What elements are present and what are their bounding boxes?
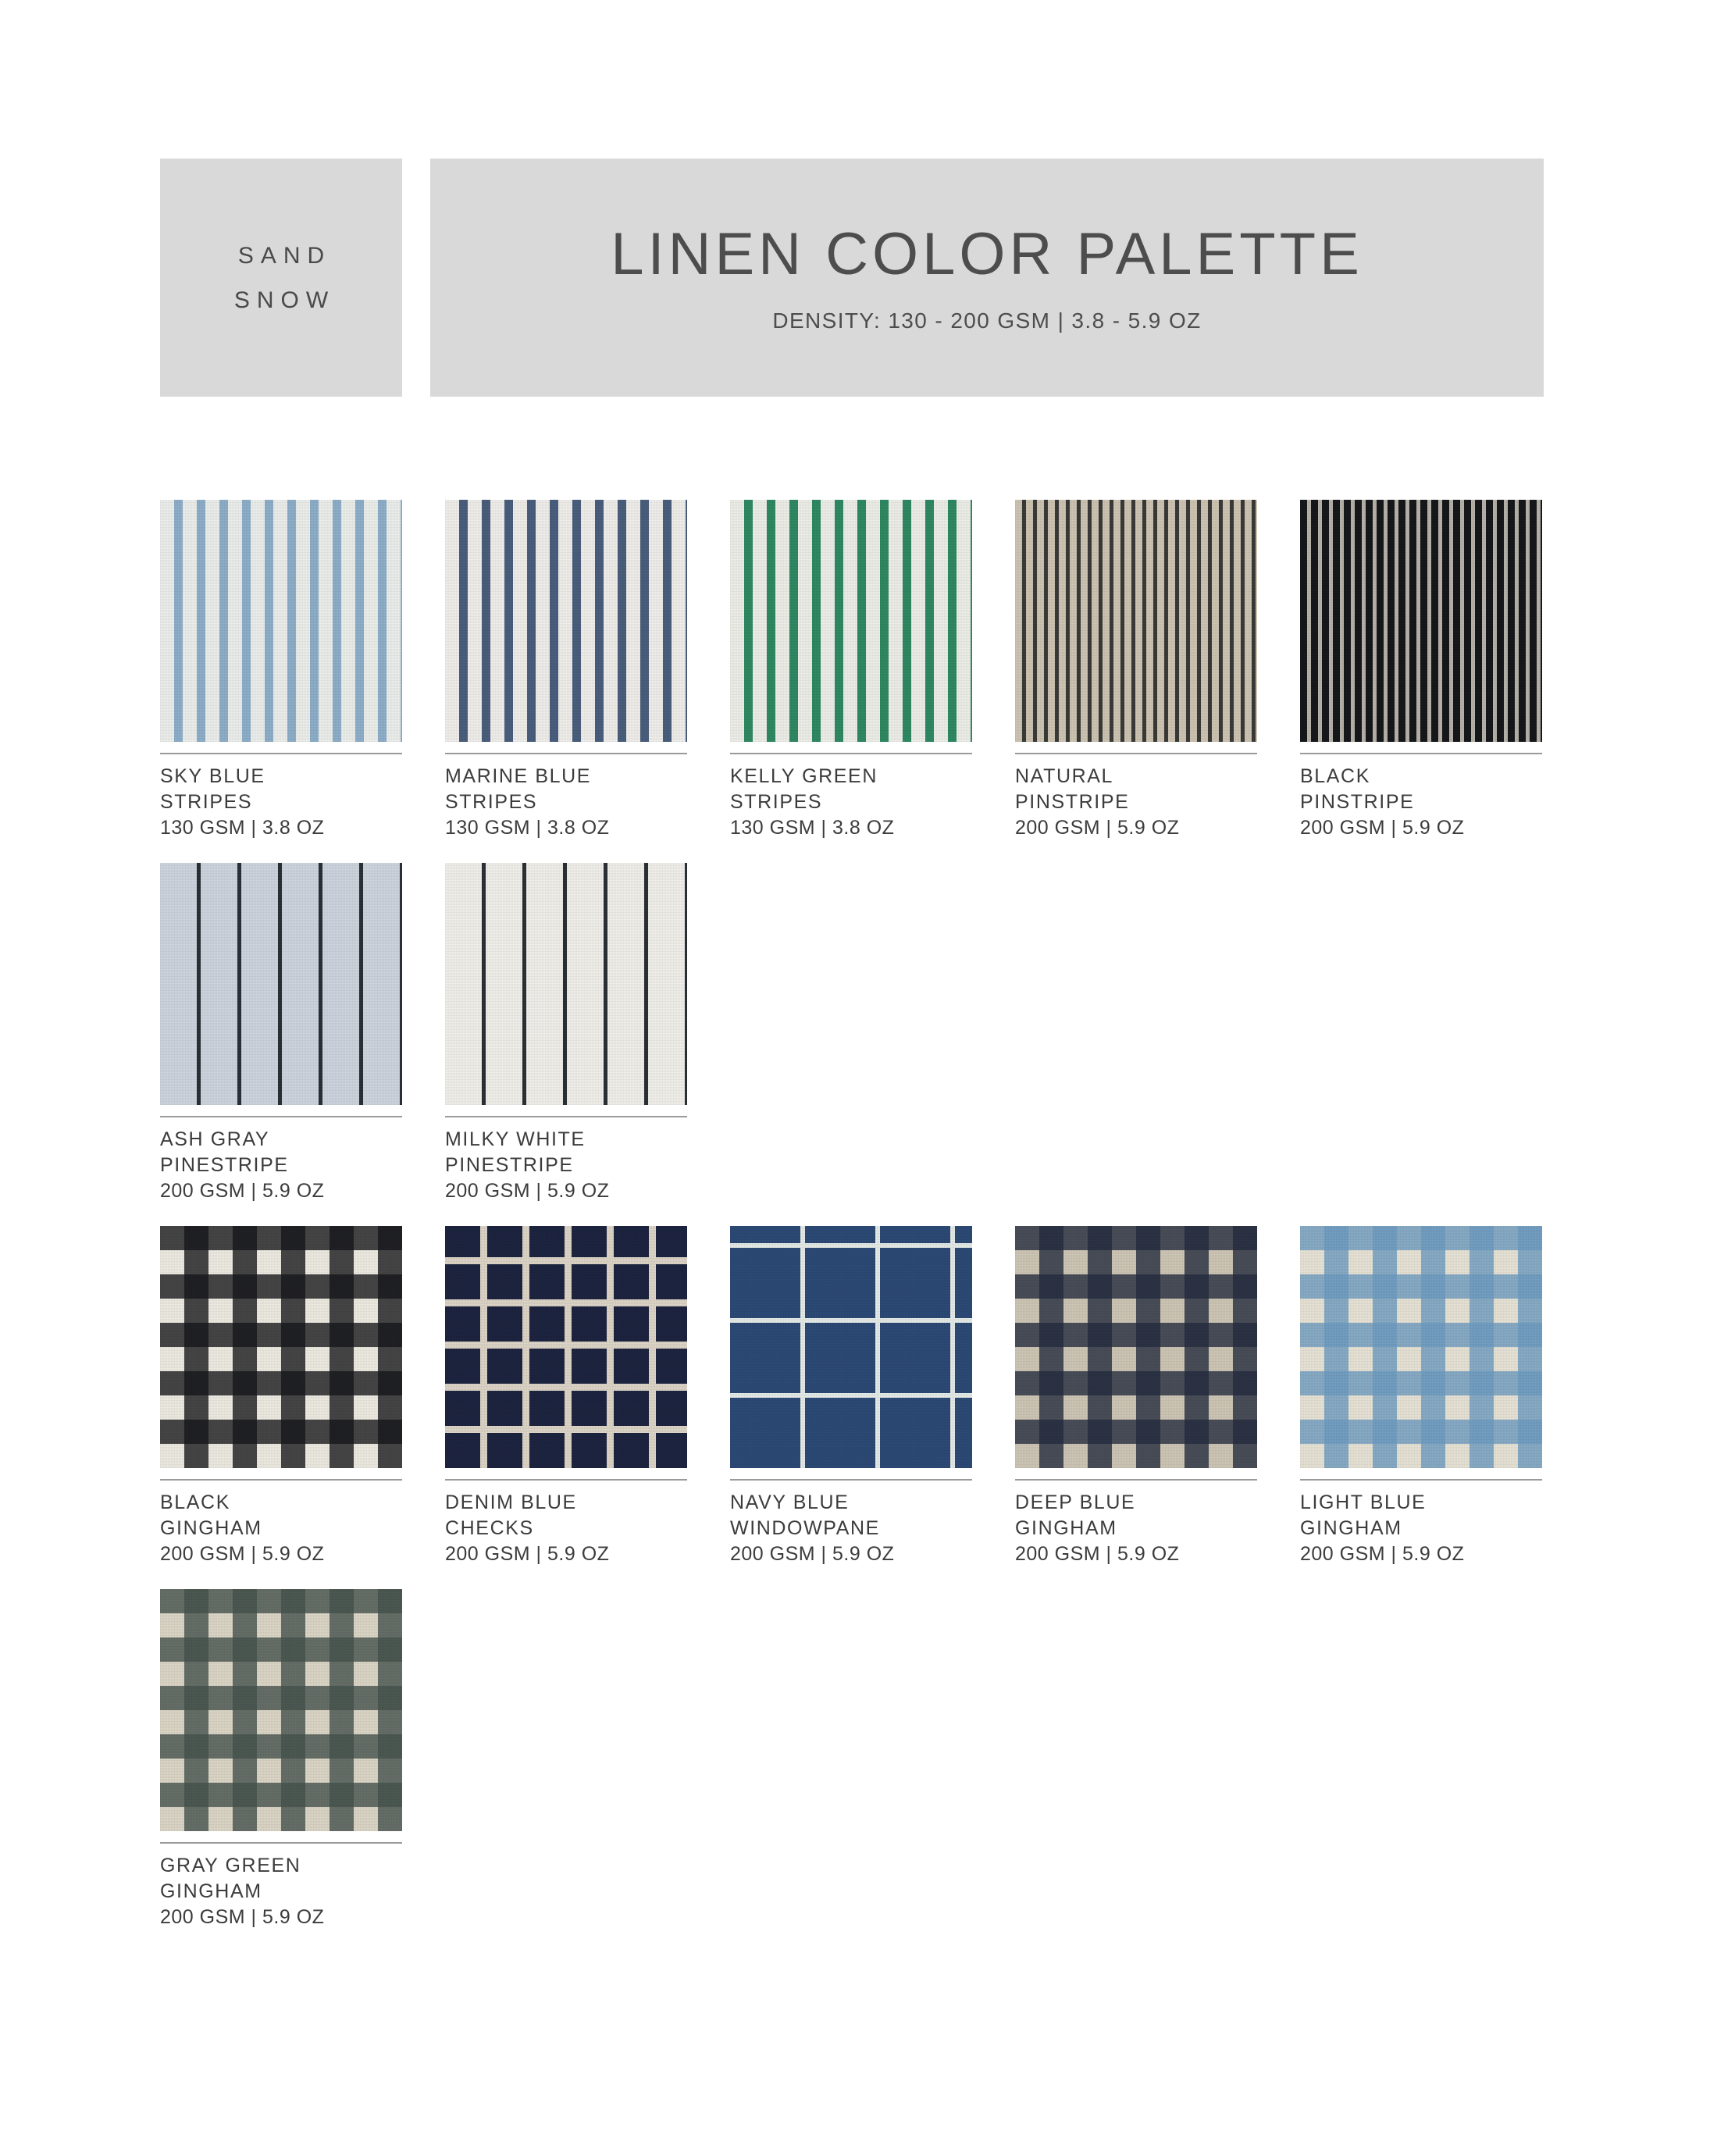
swatch-divider xyxy=(1015,753,1257,754)
weave-texture-overlay xyxy=(1300,500,1542,742)
brand-logo-box xyxy=(160,159,402,397)
swatch-spec: 130 GSM | 3.8 OZ xyxy=(445,817,610,839)
swatch-card[interactable] xyxy=(160,500,402,839)
swatch-divider xyxy=(730,753,972,754)
swatch-grid xyxy=(160,500,1558,1952)
swatch-name xyxy=(1015,1490,1257,1541)
page-title: LINEN COLOR PALETTE xyxy=(611,220,1363,287)
fabric-swatch-image xyxy=(1015,500,1257,742)
fabric-swatch-image xyxy=(730,500,972,742)
swatch-name-line-1: BLACK xyxy=(160,1491,230,1513)
swatch-name xyxy=(445,1490,687,1541)
brand-name-line-1: SAND xyxy=(237,242,332,269)
swatch-name xyxy=(160,1490,402,1541)
weave-texture-overlay xyxy=(445,500,687,742)
swatch-name-line-2: PINESTRIPE xyxy=(160,1154,289,1176)
swatch-spec: 200 GSM | 5.9 OZ xyxy=(1300,1543,1465,1565)
swatch-spec: 200 GSM | 5.9 OZ xyxy=(730,1543,895,1565)
page-subtitle: DENSITY: 130 - 200 GSM | 3.8 - 5.9 OZ xyxy=(772,308,1202,333)
swatch-card[interactable] xyxy=(1300,500,1542,839)
swatch-card[interactable] xyxy=(445,1226,687,1566)
swatch-name-line-2: GINGHAM xyxy=(1015,1517,1117,1539)
fabric-swatch-image xyxy=(1300,1226,1542,1468)
fabric-swatch-image xyxy=(160,1589,402,1831)
swatch-row xyxy=(160,863,1558,1203)
swatch-name-line-2: PINSTRIPE xyxy=(1015,791,1130,813)
swatch-name-line-2: STRIPES xyxy=(160,791,253,813)
weave-texture-overlay xyxy=(1015,1226,1257,1468)
swatch-spec: 200 GSM | 5.9 OZ xyxy=(160,1180,325,1202)
swatch-spec: 200 GSM | 5.9 OZ xyxy=(1015,817,1180,839)
weave-texture-overlay xyxy=(730,500,972,742)
swatch-card[interactable] xyxy=(445,500,687,839)
fabric-swatch-image xyxy=(160,500,402,742)
swatch-name-line-1: GRAY GREEN xyxy=(160,1855,301,1876)
swatch-divider xyxy=(445,1479,687,1481)
swatch-name-line-1: KELLY GREEN xyxy=(730,765,878,787)
swatch-name-line-1: ASH GRAY xyxy=(160,1128,270,1150)
swatch-card[interactable] xyxy=(1015,500,1257,839)
swatch-spec: 200 GSM | 5.9 OZ xyxy=(445,1180,610,1202)
fabric-swatch-image xyxy=(1015,1226,1257,1468)
swatch-name-line-2: STRIPES xyxy=(445,791,538,813)
swatch-card[interactable] xyxy=(730,500,972,839)
swatch-name-line-2: GINGHAM xyxy=(1300,1517,1402,1539)
swatch-name-line-1: SKY BLUE xyxy=(160,765,265,787)
swatch-name-line-1: MILKY WHITE xyxy=(445,1128,586,1150)
fabric-swatch-image xyxy=(160,1226,402,1468)
swatch-name-line-1: NATURAL xyxy=(1015,765,1114,787)
weave-texture-overlay xyxy=(730,1226,972,1468)
swatch-name-line-1: NAVY BLUE xyxy=(730,1491,850,1513)
swatch-name-line-1: LIGHT BLUE xyxy=(1300,1491,1427,1513)
swatch-spec: 130 GSM | 3.8 OZ xyxy=(730,817,895,839)
brand-name-line-2: SNOW xyxy=(233,287,336,313)
swatch-name xyxy=(160,1853,402,1905)
swatch-name-line-2: PINESTRIPE xyxy=(445,1154,574,1176)
swatch-spec: 200 GSM | 5.9 OZ xyxy=(1300,817,1465,839)
weave-texture-overlay xyxy=(445,1226,687,1468)
swatch-name xyxy=(160,764,402,815)
swatch-divider xyxy=(1015,1479,1257,1481)
swatch-divider xyxy=(160,753,402,754)
swatch-name xyxy=(445,764,687,815)
swatch-spec: 200 GSM | 5.9 OZ xyxy=(160,1543,325,1565)
swatch-name-line-1: BLACK xyxy=(1300,765,1370,787)
weave-texture-overlay xyxy=(160,863,402,1105)
swatch-card[interactable] xyxy=(1300,1226,1542,1566)
swatch-name-line-1: DEEP BLUE xyxy=(1015,1491,1136,1513)
swatch-name xyxy=(160,1127,402,1178)
swatch-divider xyxy=(160,1842,402,1844)
fabric-swatch-image xyxy=(730,1226,972,1468)
swatch-name-line-2: CHECKS xyxy=(445,1517,534,1539)
swatch-row xyxy=(160,1226,1558,1566)
swatch-name xyxy=(730,764,972,815)
weave-texture-overlay xyxy=(160,1589,402,1831)
swatch-name xyxy=(730,1490,972,1541)
swatch-name xyxy=(1300,1490,1542,1541)
weave-texture-overlay xyxy=(445,863,687,1105)
swatch-divider xyxy=(445,753,687,754)
swatch-name-line-2: PINSTRIPE xyxy=(1300,791,1415,813)
swatch-name xyxy=(1015,764,1257,815)
fabric-swatch-image xyxy=(445,1226,687,1468)
fabric-swatch-image xyxy=(445,500,687,742)
swatch-divider xyxy=(1300,1479,1542,1481)
swatch-name-line-1: MARINE BLUE xyxy=(445,765,592,787)
swatch-spec: 200 GSM | 5.9 OZ xyxy=(160,1906,325,1928)
swatch-divider xyxy=(160,1479,402,1481)
swatch-name-line-2: GINGHAM xyxy=(160,1517,262,1539)
swatch-divider xyxy=(730,1479,972,1481)
swatch-name-line-2: GINGHAM xyxy=(160,1880,262,1902)
page-header xyxy=(160,159,1544,397)
swatch-name-line-2: WINDOWPANE xyxy=(730,1517,880,1539)
fabric-swatch-image xyxy=(1300,500,1542,742)
swatch-card[interactable] xyxy=(160,863,402,1203)
swatch-name xyxy=(445,1127,687,1178)
fabric-swatch-image xyxy=(160,863,402,1105)
swatch-card[interactable] xyxy=(445,863,687,1203)
title-box xyxy=(430,159,1544,397)
swatch-card[interactable] xyxy=(1015,1226,1257,1566)
swatch-name-line-2: STRIPES xyxy=(730,791,823,813)
swatch-divider xyxy=(160,1116,402,1117)
swatch-name xyxy=(1300,764,1542,815)
weave-texture-overlay xyxy=(1300,1226,1542,1468)
swatch-row xyxy=(160,1589,1558,1929)
swatch-spec: 130 GSM | 3.8 OZ xyxy=(160,817,325,839)
swatch-divider xyxy=(1300,753,1542,754)
weave-texture-overlay xyxy=(1015,500,1257,742)
fabric-swatch-image xyxy=(445,863,687,1105)
swatch-spec: 200 GSM | 5.9 OZ xyxy=(1015,1543,1180,1565)
weave-texture-overlay xyxy=(160,500,402,742)
swatch-card[interactable] xyxy=(160,1589,402,1929)
swatch-row xyxy=(160,500,1558,839)
swatch-name-line-1: DENIM BLUE xyxy=(445,1491,577,1513)
swatch-spec: 200 GSM | 5.9 OZ xyxy=(445,1543,610,1565)
weave-texture-overlay xyxy=(160,1226,402,1468)
swatch-divider xyxy=(445,1116,687,1117)
swatch-card[interactable] xyxy=(730,1226,972,1566)
swatch-card[interactable] xyxy=(160,1226,402,1566)
